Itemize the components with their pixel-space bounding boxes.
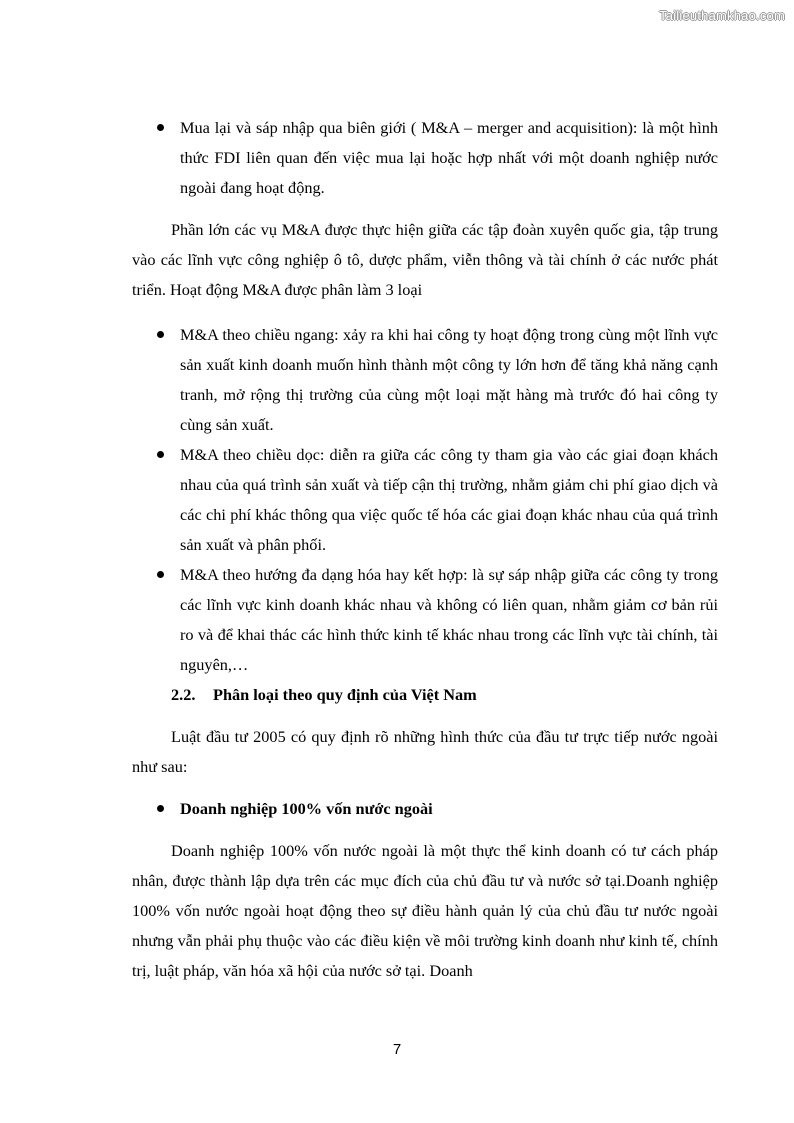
page-number: 7 [392, 1041, 402, 1058]
bullet-text: Doanh nghiệp 100% vốn nước ngoài [180, 799, 433, 818]
list-item [132, 440, 718, 560]
paragraph: Doanh nghiệp 100% vốn nước ngoài là một thực thể kinh doanh có tư cách pháp nhân, được thành lập dựa trên các mục đích của chủ đầu tư và nước sở tại.Doanh nghiệp 100% vốn nước ngoài hoạt động theo sự điều hành quản lý của chủ đầu tư nước ngoài nhưng vẫn phải phụ thuộc vào các điều kiện về môi trường kinh doanh như kinh tế, chính trị, luật pháp, văn hóa xã hội của nước sở tại. Doanh [132, 841, 718, 980]
watermark: Tailieuthamkhao.com [659, 8, 785, 23]
list-item [132, 794, 718, 824]
paragraph: Luật đầu tư 2005 có quy định rõ những hình thức của đầu tư trực tiếp nước ngoài như sau: [132, 727, 718, 776]
paragraph: Phần lớn các vụ M&A được thực hiện giữa các tập đoàn xuyên quốc gia, tập trung vào các lĩnh vực công nghiệp ô tô, dược phẩm, viễn thông và tài chính ở các nước phát triển. Hoạt động M&A được phân làm 3 loại [132, 220, 718, 299]
list-item [132, 560, 718, 680]
bullet-icon [157, 571, 164, 578]
bullet-icon [157, 805, 164, 812]
section-number: 2.2. [171, 685, 196, 704]
bullet-text: M&A theo chiều ngang: xảy ra khi hai công ty hoạt động trong cùng một lĩnh vực sản xuất kinh doanh muốn hình thành một công ty lớn hơn để tăng khả năng cạnh tranh, mở rộng thị trường của cùng một loại mặt hàng mà trước đó hai công ty cùng sản xuất. [180, 325, 718, 434]
bullet-icon [157, 124, 164, 131]
bullet-text: Mua lại và sáp nhập qua biên giới ( M&A – merger and acquisition): là một hình thức FDI liên quan đến việc mua lại hoặc hợp nhất với một doanh nghiệp nước ngoài đang hoạt động. [180, 118, 718, 197]
bullet-icon [157, 331, 164, 338]
list-item [132, 113, 718, 203]
section-title: Phân loại theo quy định của Việt Nam [213, 685, 477, 704]
bullet-text: M&A theo chiều dọc: diễn ra giữa các công ty tham gia vào các giai đoạn khách nhau của quá trình sản xuất và tiếp cận thị trường, nhằm giảm chi phí giao dịch và các chi phí khác thông qua việc quốc tế hóa các giai đoạn khác nhau của quá trình sản xuất và phân phối. [180, 445, 718, 554]
list-item [132, 320, 718, 440]
bullet-text: M&A theo hướng đa dạng hóa hay kết hợp: là sự sáp nhập giữa các công ty trong các lĩnh vực kinh doanh khác nhau và không có liên quan, nhằm giảm cơ bản rủi ro và để khai thác các hình thức kinh tế khác nhau trong các lĩnh vực tài chính, tài nguyên,… [180, 565, 718, 674]
document-body [132, 113, 718, 986]
section-heading [132, 680, 718, 710]
bullet-icon [157, 451, 164, 458]
